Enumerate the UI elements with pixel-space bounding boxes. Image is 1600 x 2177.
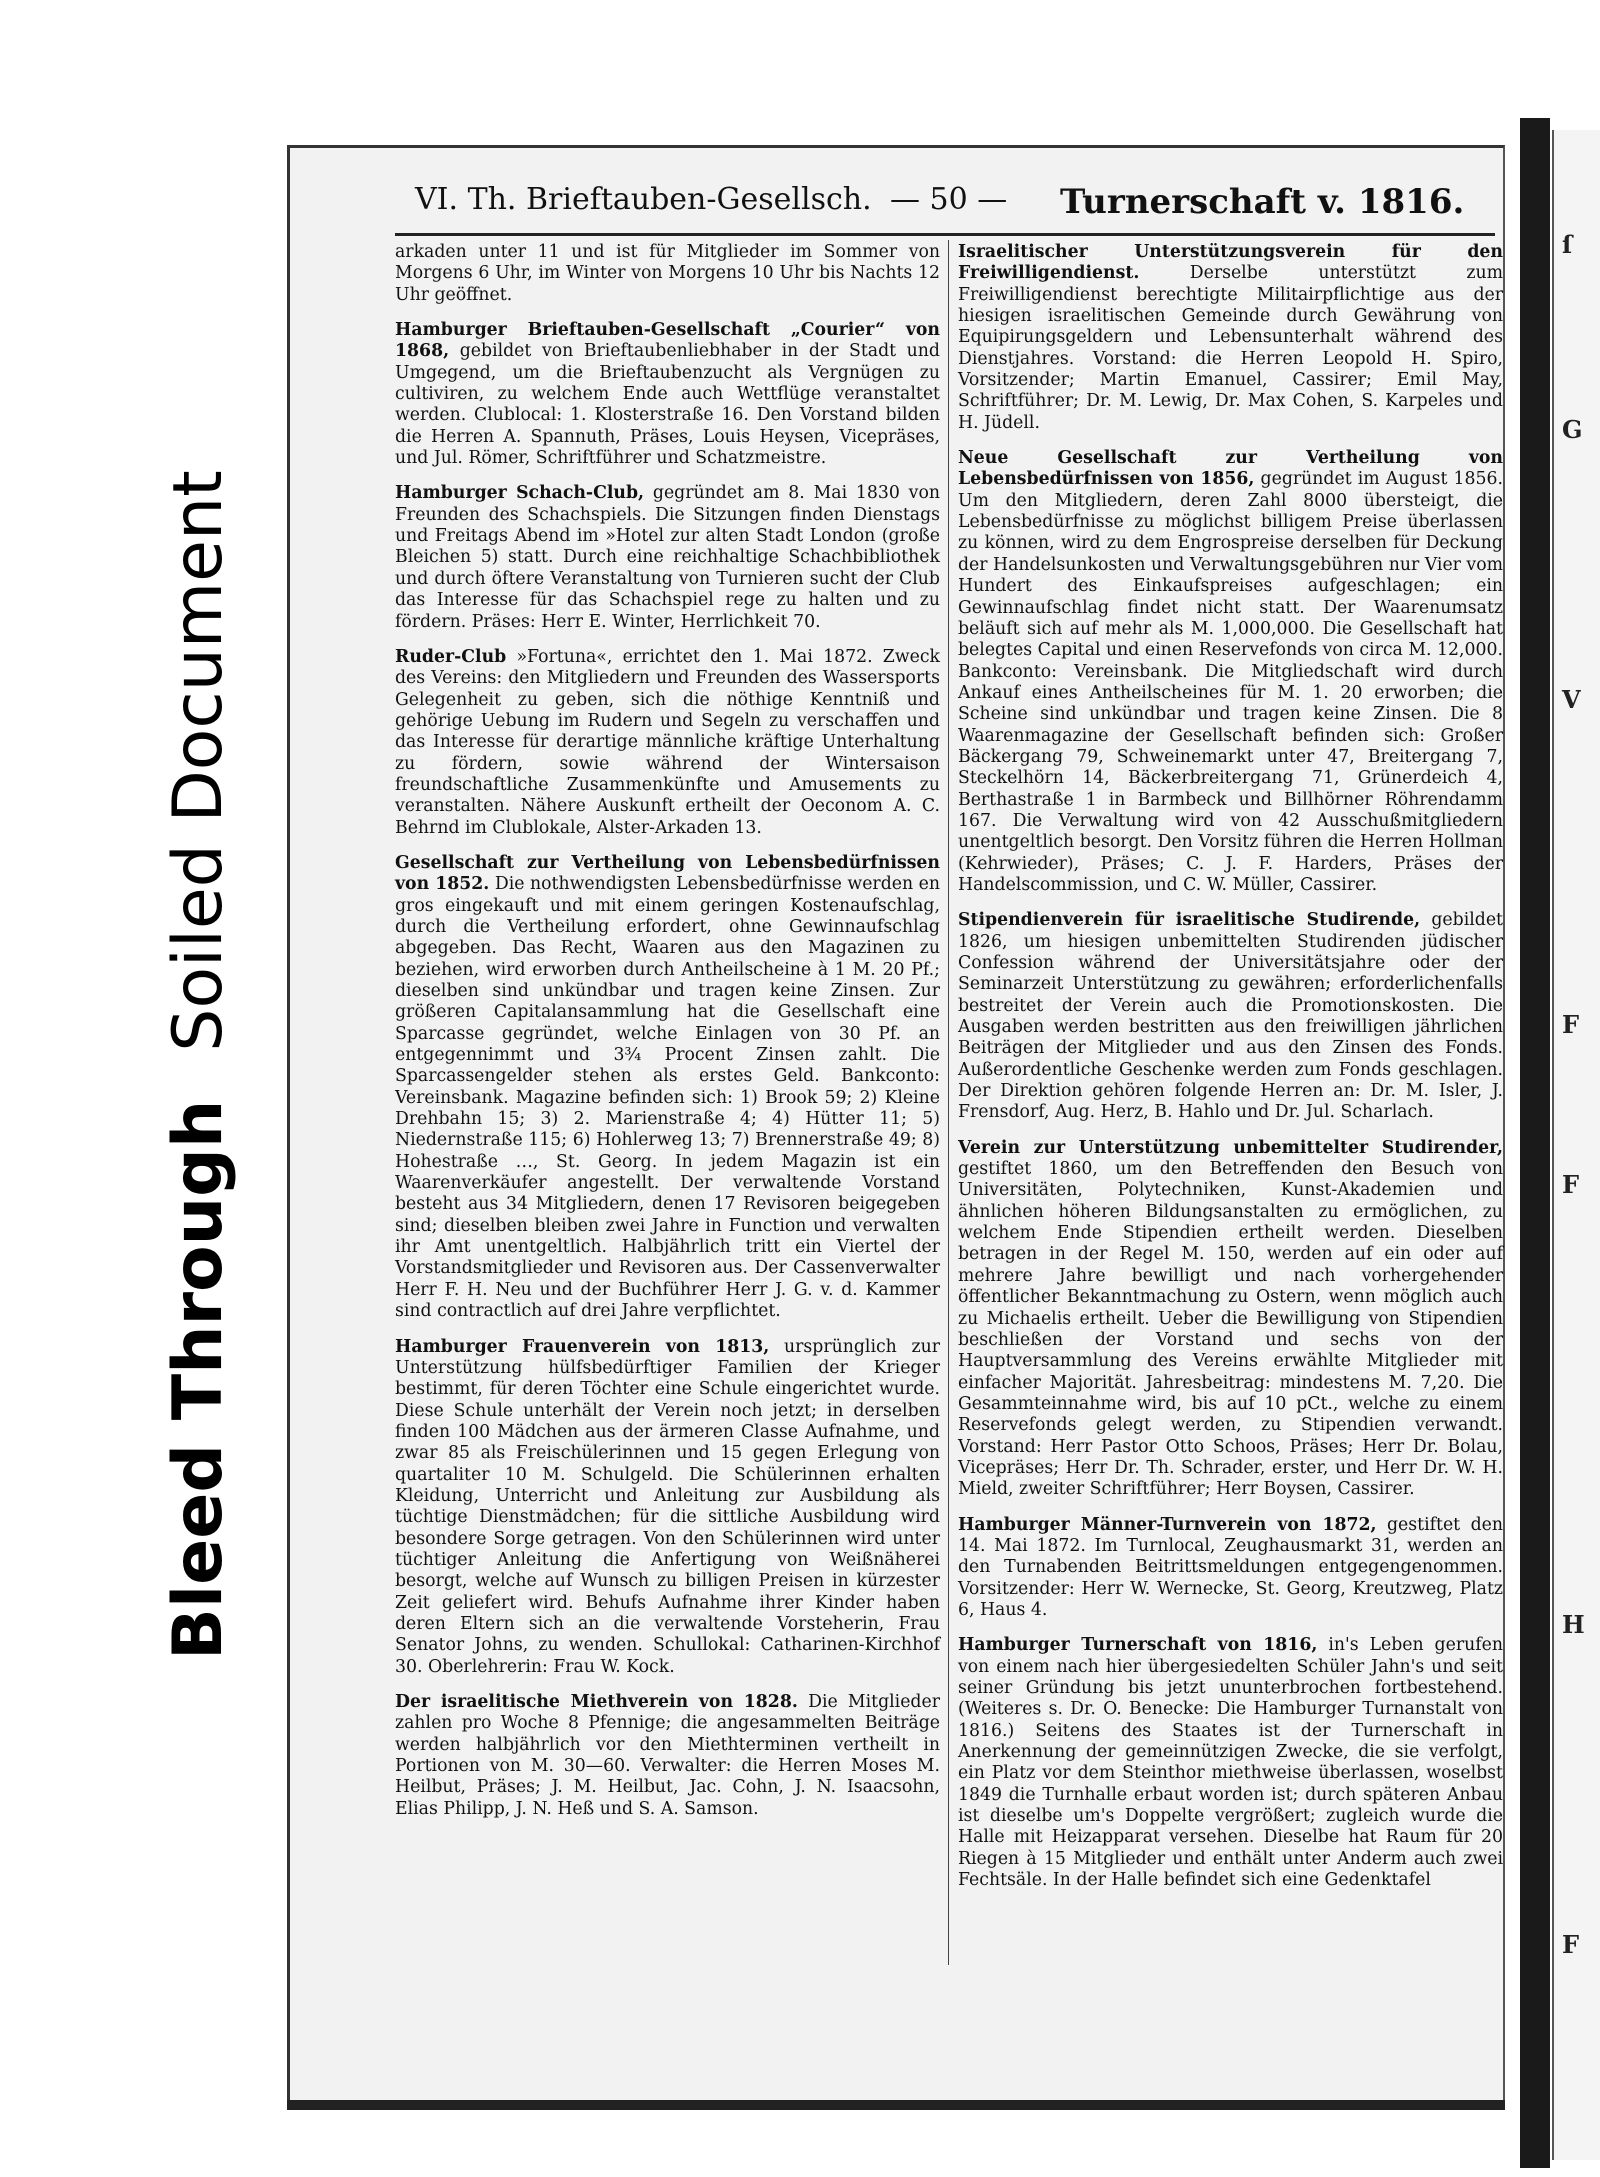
side-label-bleed-through: Bleed Through [159, 1099, 238, 1660]
entry-title: Israelitischer Unterstützungsverein für den Freiwilligendienst. [958, 242, 1503, 284]
entry [958, 1515, 1503, 1622]
entry-text: gebildet von Brieftaubenliebhaber in der Stadt und Umgegend, um die Brieftaubenzucht als Vergnügen zu cultiviren, zu welchem Ende auch Wettflüge veranstaltet werden. Clublocal: 1. Klosterstraße 16. Den Vorstand bilden die Herren A. Spannuth, Präses, Louis Heysen, Vicepräses, und Jul. Römer, Schriftführer und Schatzmeistre. [395, 341, 940, 469]
entry-text: Die nothwendigsten Lebensbedürfnisse werden en gros eingekauft und mit einem geringen Kostenaufschlag, durch die Vertheilung erfordert, ohne Gewinnaufschlag abgegeben. Das Recht, Waaren aus den Magazinen zu beziehen, wird erworben durch Antheilscheine à 1 M. 20 Pf.; dieselben sind unkündbar und tragen keine Zinsen. Zur größeren Capitalansammlung hat die Gesellschaft eine Sparcasse gegründet, welche Einlagen von 30 Pf. an entgegennimmt und 3¾ Procent Zinsen zahlt. Die Sparcassengelder stehen als erstes Geld. Bankconto: Vereinsbank. Magazine befinden sich: 1) Brook 59; 2) Kleine Drehbahn 15; 3) 2. Marienstraße 4; 4) Hütter 11; 5) Niedernstraße 115; 6) Hohlerweg 13; 7) Brennerstraße 49; 8) Hohestraße …, St. Georg. In jedem Magazin ist ein Waarenverkäufer angestellt. Der verwaltende Vorstand besteht aus 34 Mitgliedern, denen 17 Revisoren beigegeben sind; dieselben bleiben zwei Jahre in Function und verwalten ihr Amt unentgeltlich. Halbjährlich tritt ein Viertel der Vorstandsmitglieder und Revisoren aus. Der Cassenverwalter Herr F. H. Neu und der Buchführer Herr J. G. v. d. Kammer sind contractlich auf drei Jahre verpflichtet. [395, 874, 941, 1322]
next-page-fragment: V [1562, 685, 1581, 714]
header-rule [395, 233, 1495, 236]
entry-text: arkaden unter 11 und ist für Mitglieder im Sommer von Morgens 6 Uhr, im Winter von Morgens 10 Uhr bis Nachts 12 Uhr geöffnet. [395, 242, 940, 305]
entry-title: Ruder-Club [395, 646, 507, 667]
entry-text: in's Leben gerufen von einem nach hier übergesiedelten Schüler Jahn's und seit seiner Gründung bis jetzt ununterbrochen fortbestehend. (Weiteres s. Dr. O. Benecke: Die Hamburger Turnanstalt von 1816.) Seitens des Staates ist der Turnerschaft in Anerkennung der gemeinnützigen Zwecke, die sie verfolgt, ein Platz vor dem Steinthor miethweise überlassen, woselbst 1849 die Turnhalle erbaut worden ist; durch späteren Anbau ist dieselbe um's Doppelte vergrößert; zugleich wurde die Halle mit Heizapparat versehen. Dieselbe hat Raum für 20 Riegen à 15 Mitglieder und enthält unter Anderm auch zwei Fechtsäle. In der Halle befindet sich eine Gedenktafel [958, 1635, 1503, 1891]
entry-title: Stipendienverein für israelitische Studirende, [958, 910, 1421, 931]
entry-title: Verein zur Unterstützung unbemittelter Studirender, [958, 1137, 1503, 1158]
entry [395, 483, 940, 632]
next-page-fragment: ſ [1562, 230, 1573, 259]
entry-title: Hamburger Brieftauben-Gesellschaft „Courier“ von 1868, [395, 320, 940, 362]
entry [395, 647, 940, 839]
next-page-fragment: F [1562, 1170, 1580, 1199]
entry [395, 320, 940, 469]
entry-text: gegründet im August 1856. Um den Mitgliedern, deren Zahl 8000 übersteigt, die Lebensbedürfnisse zu möglichst billigem Preise überlassen zu können, wird zu dem Engrospreise derselben für Deckung der Handelsunkosten und Verwaltungsgebühren nur Vier vom Hundert des Einkaufspreises aufgeschlagen; ein Gewinnaufschlag findet nicht statt. Der Waarenumsatz beläuft sich auf mehr als M. 1,000,000. Die Gesellschaft hat belegtes Capital und einen Reservefonds von circa M. 12,000. Bankconto: Vereinsbank. Die Mitgliedschaft wird durch Ankauf eines Antheilscheines für M. 1. 20 erworben; die Scheine sind unkündbar und tragen keine Zinsen. Die 8 Waarenmagazine der Gesellschaft befinden sich: Großer Bäckergang 79, Schweinemarkt unter 47, Breitergang 7, Steckelhörn 14, Bäckerbreitergang 71, Grünerdeich 4, Berthastraße 1 in Barmbeck und Billhörner Röhrendamm 167. Die Verwaltung wird von 42 Ausschußmitgliedern unentgeltlich besorgt. Den Vorsitz führen die Herren Hollman (Kehrwieder), Präses; C. J. F. Harders, Präses der Handelscommission, und C. W. Müller, Cassirer. [958, 469, 1503, 895]
page-bottom-edge [287, 2100, 1505, 2110]
side-label-soiled-document: Soiled Document [159, 470, 238, 1052]
next-page-edge [1552, 130, 1600, 2160]
entry [395, 853, 940, 1323]
entry-text: gestiftet 1860, um den Betreffenden den Besuch von Universitäten, Polytechniken, Kunst-Akademien und ähnlichen höheren Bildungsanstalten zu ermöglichen, zu welchem Ende Stipendien ertheilt werden. Dieselben betragen in der Regel M. 150, werden auf ein oder auf mehrere Jahre bewilligt und nach vorhergehender öffentlicher Bekanntmachung zu Ostern, wenn möglich auch zu Michaelis ertheilt. Ueber die Bewilligung von Stipendien beschließen der Vorstand und sechs von der Hauptversammlung des Vereins erwählte Mitglieder mit einfacher Majorität. Jahresbeitrag: mindestens M. 7,20. Die Gesammteinnahme wird, bis auf 10 pCt., welche zu einem Reservefonds gelegt werden, zu Stipendien verwandt. Vorstand: Herr Pastor Otto Schoos, Präses; Herr Dr. Bolau, Vicepräses; Herr Dr. Th. Schrader, erster, und Herr Dr. W. H. Mield, zweiter Schriftführer; Herr Boysen, Cassirer. [958, 1159, 1503, 1500]
entry-text: »Fortuna«, errichtet den 1. Mai 1872. Zweck des Vereins: den Mitgliedern und Freunden des Wassersports Gelegenheit zu geben, sich die nöthige Kenntniß und gehörige Uebung im Rudern und Segeln zu verschaffen und das Interesse für derartige männliche kräftige Unterhaltung zu fördern, sowie während der Wintersaison freundschaftliche Zusammenkünfte und Amusements zu veranstalten. Nähere Auskunft ertheilt der Oeconom A. C. Behrnd im Clublokale, Alster-Arkaden 13. [395, 646, 940, 838]
entry-title: Hamburger Turnerschaft von 1816, [958, 1635, 1318, 1656]
left-column [395, 242, 940, 1834]
entry-text: ursprünglich zur Unterstützung hülfsbedürftiger Familien der Krieger bestimmt, für deren Töchter eine Schule eingerichtet wurde. Diese Schule unterhält der Verein noch jetzt; in derselben finden 100 Mädchen aus der ärmeren Classe Aufnahme, und zwar 85 als Freischülerinnen und 15 gegen Erlegung von quartaliter 10 M. Schulgeld. Die Schülerinnen erhalten Kleidung, Unterricht und Anleitung zur Ausbildung als tüchtige Dienstmädchen; für die sittliche Ausbildung wird besondere Sorge getragen. Von den Schülerinnen wird unter tüchtiger Anleitung die Anfertigung von Weißnäherei besorgt, welche auf Wunsch zu billigen Preisen in kürzester Zeit geliefert wird. Behufs Aufnahme ihrer Kinder haben deren Eltern sich an die verwaltende Vorsteherin, Frau Senator Johns, zu wenden. Schullokal: Catharinen-Kirchhof 30. Oberlehrerin: Frau W. Kock. [395, 1336, 940, 1677]
entry-title: Der israelitische Miethverein von 1828. [395, 1692, 798, 1712]
header-left: VI. Th. Brieftauben-Gesellsch. [415, 182, 872, 217]
entry-title: Hamburger Schach-Club, [395, 483, 645, 504]
next-page-fragment: F [1562, 1010, 1580, 1039]
entry [395, 1337, 940, 1679]
entry-title: Gesellschaft zur Vertheilung von Lebensbedürfnissen von 1852. [395, 852, 940, 895]
entry [395, 242, 940, 306]
header-right: Turnerschaft v. 1816. [1060, 182, 1465, 222]
next-page-fragment: G [1562, 415, 1583, 444]
entry-title: Hamburger Frauenverein von 1813, [395, 1336, 770, 1357]
next-page-fragment: H [1562, 1610, 1585, 1639]
entry [958, 448, 1503, 896]
entry [958, 1138, 1503, 1501]
entry [958, 242, 1503, 434]
book-gutter [1520, 118, 1550, 2168]
right-column [958, 242, 1503, 1905]
entry-text: Die Mitglieder zahlen pro Woche 8 Pfennige; die angesammelten Beiträge werden halbjährlich vor den Miethterminen vertheilt in Portionen von M. 30—60. Verwalter: die Herren Moses M. Heilbut, Präses; J. M. Heilbut, Jac. Cohn, J. N. Isaacsohn, Elias Philipp, J. N. Heß und S. A. Samson. [395, 1692, 940, 1819]
entry [395, 1692, 940, 1820]
next-page-fragment: F [1562, 1930, 1580, 1959]
entry-title: Hamburger Männer-Turnverein von 1872, [958, 1514, 1377, 1535]
running-header [300, 182, 1500, 234]
entry-text: gebildet 1826, um hiesigen unbemittelten Studirenden jüdischer Confession während der Universitätsjahre oder der Seminarzeit Unterstützung zu gewähren; erforderlichenfalls bestreitet der Verein auch die Promotionskosten. Die Ausgaben werden bestritten aus den freiwilligen jährlichen Beiträgen der Mitglieder und aus den Zinsen des Fonds. Außerordentliche Geschenke werden zum Fonds geschlagen. Der Direktion gehören folgende Herren an: Dr. M. Isler, J. Frensdorf, Aug. Herz, B. Hahlo und Dr. Jul. Scharlach. [958, 910, 1503, 1123]
entry [958, 1635, 1503, 1891]
side-label [159, 470, 238, 1660]
header-page-number: — 50 — [890, 182, 1008, 217]
entry-text: gegründet am 8. Mai 1830 von Freunden des Schachspiels. Die Sitzungen finden Dienstags und Freitags Abend im »Hotel zur alten Stadt London (große Bleichen 5) statt. Durch eine reichhaltige Schachbibliothek und durch öftere Veranstaltung von Turnieren sucht der Club das Interesse für das Schachspiel rege zu halten und zu fördern. Präses: Herr E. Winter, Herrlichkeit 70. [395, 483, 940, 632]
entry-text: Derselbe unterstützt zum Freiwilligendienst berechtigte Militairpflichtige aus der hiesigen israelitischen Gemeinde durch Gewährung von Equipirungsgeldern und Lebensunterhalt während des Dienstjahres. Vorstand: die Herren Leopold H. Spiro, Vorsitzender; Martin Emanuel, Cassirer; Emil May, Schriftführer; Dr. M. Lewig, Dr. Max Cohen, S. Karpeles und H. Jüdell. [958, 263, 1503, 433]
entry [958, 910, 1503, 1123]
entry-title: Neue Gesellschaft zur Vertheilung von Lebensbedürfnissen von 1856, [958, 448, 1503, 490]
entry-text: gestiftet den 14. Mai 1872. Im Turnlocal, Zeughausmarkt 31, werden an den Turnabenden Beitrittsmeldungen entgegengenommen. Vorsitzender: Herr W. Wernecke, St. Georg, Kreutzweg, Platz 6, Haus 4. [958, 1514, 1503, 1620]
column-divider [948, 240, 949, 1965]
